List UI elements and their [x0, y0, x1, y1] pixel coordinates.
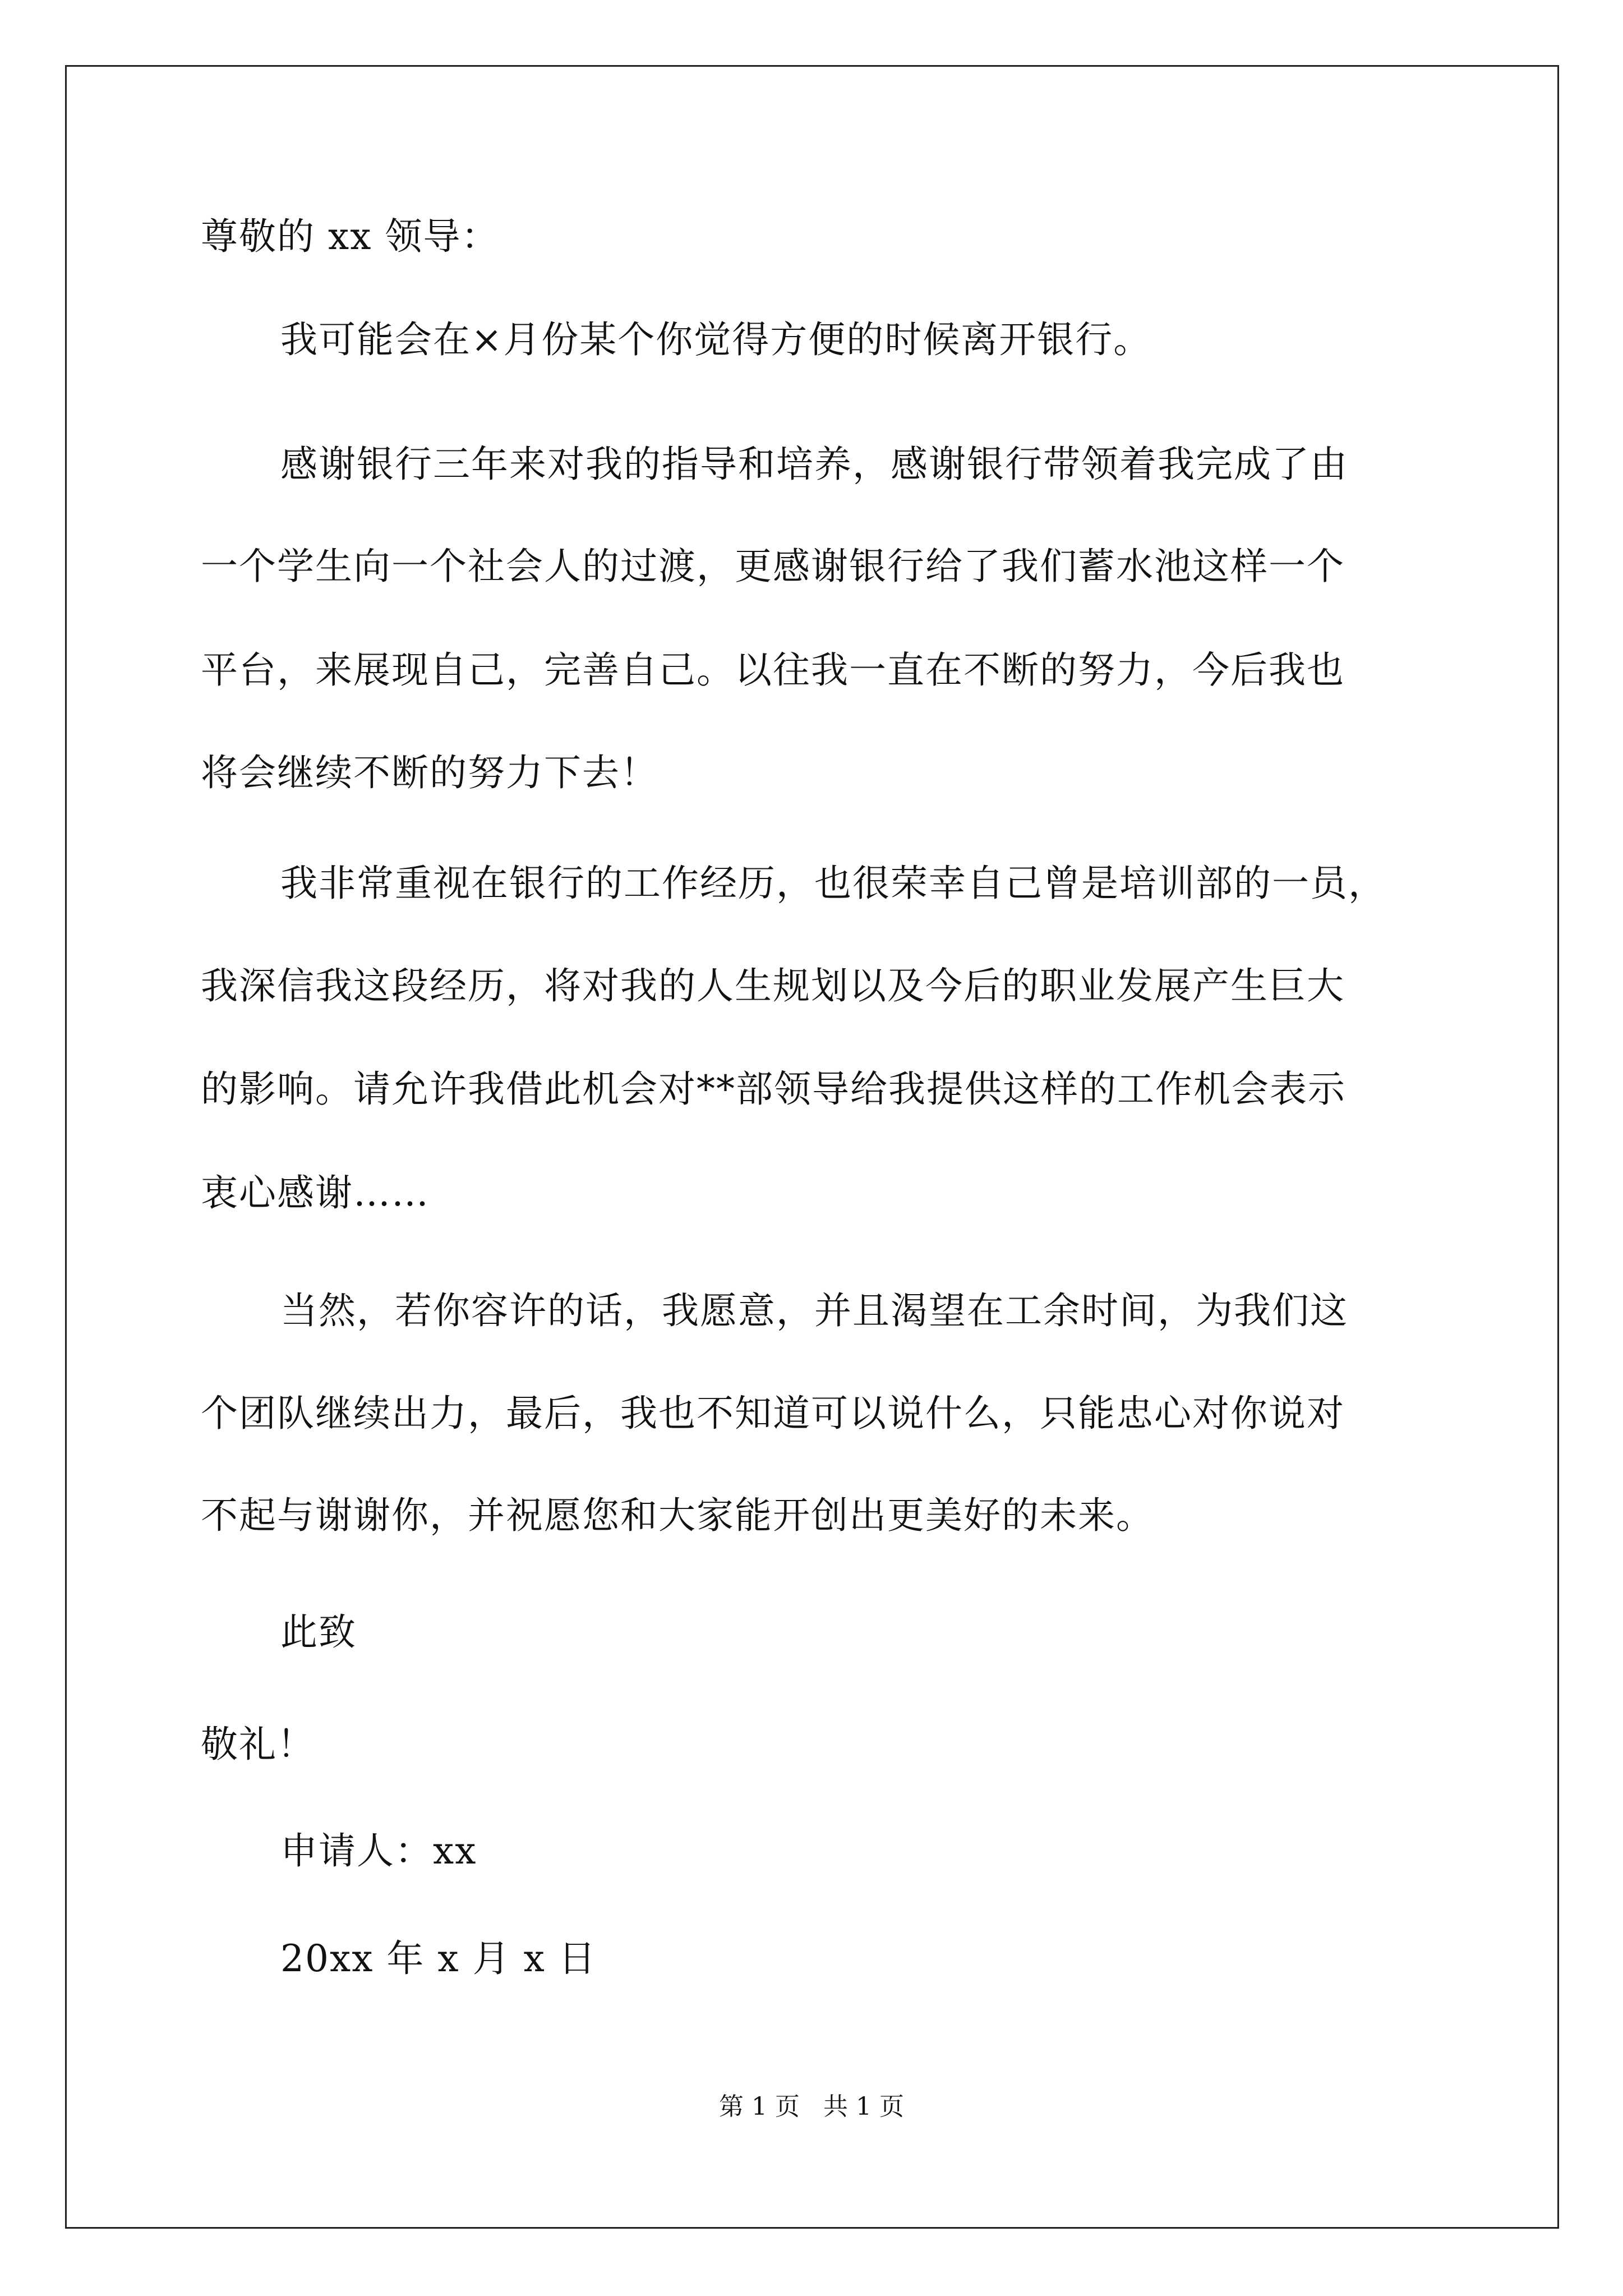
applicant-signature: 申请人：xx [280, 1829, 477, 1872]
paragraph-2-line-2: 一个学生向一个社会人的过渡，更感谢银行给了我们蓄水池这样一个 [201, 545, 1345, 588]
paragraph-4-line-2: 个团队继续出力，最后，我也不知道可以说什么，只能忠心对你说对 [201, 1392, 1345, 1435]
salutation: 尊敬的 xx 领导： [201, 215, 500, 258]
paragraph-1-line-1: 我可能会在×月份某个你觉得方便的时候离开银行。 [280, 318, 1152, 361]
paragraph-4-line-1: 当然，若你容许的话，我愿意，并且渴望在工余时间，为我们这 [280, 1289, 1348, 1332]
closing-line-1: 此致 [280, 1611, 357, 1654]
paragraph-3-line-4: 衷心感谢…… [201, 1171, 430, 1214]
page-footer: 第 1 页 共 1 页 [719, 2092, 904, 2121]
paragraph-2-line-3: 平台，来展现自己，完善自己。以往我一直在不断的努力，今后我也 [201, 648, 1345, 692]
page-border [65, 65, 1559, 2229]
paragraph-3-line-2: 我深信我这段经历，将对我的人生规划以及今后的职业发展产生巨大 [201, 964, 1345, 1007]
paragraph-3-line-1: 我非常重视在银行的工作经历，也很荣幸自己曾是培训部的一员， [280, 862, 1386, 905]
closing-line-2: 敬礼！ [201, 1723, 315, 1766]
paragraph-2-line-4: 将会继续不断的努力下去！ [201, 751, 658, 794]
paragraph-4-line-3: 不起与谢谢你，并祝愿您和大家能开创出更美好的未来。 [201, 1494, 1154, 1537]
paragraph-2-line-1: 感谢银行三年来对我的指导和培养，感谢银行带领着我完成了由 [280, 443, 1348, 486]
letter-date: 20xx 年 x 月 x 日 [280, 1937, 597, 1980]
paragraph-3-line-3: 的影响。请允许我借此机会对**部领导给我提供这样的工作机会表示 [201, 1068, 1346, 1111]
